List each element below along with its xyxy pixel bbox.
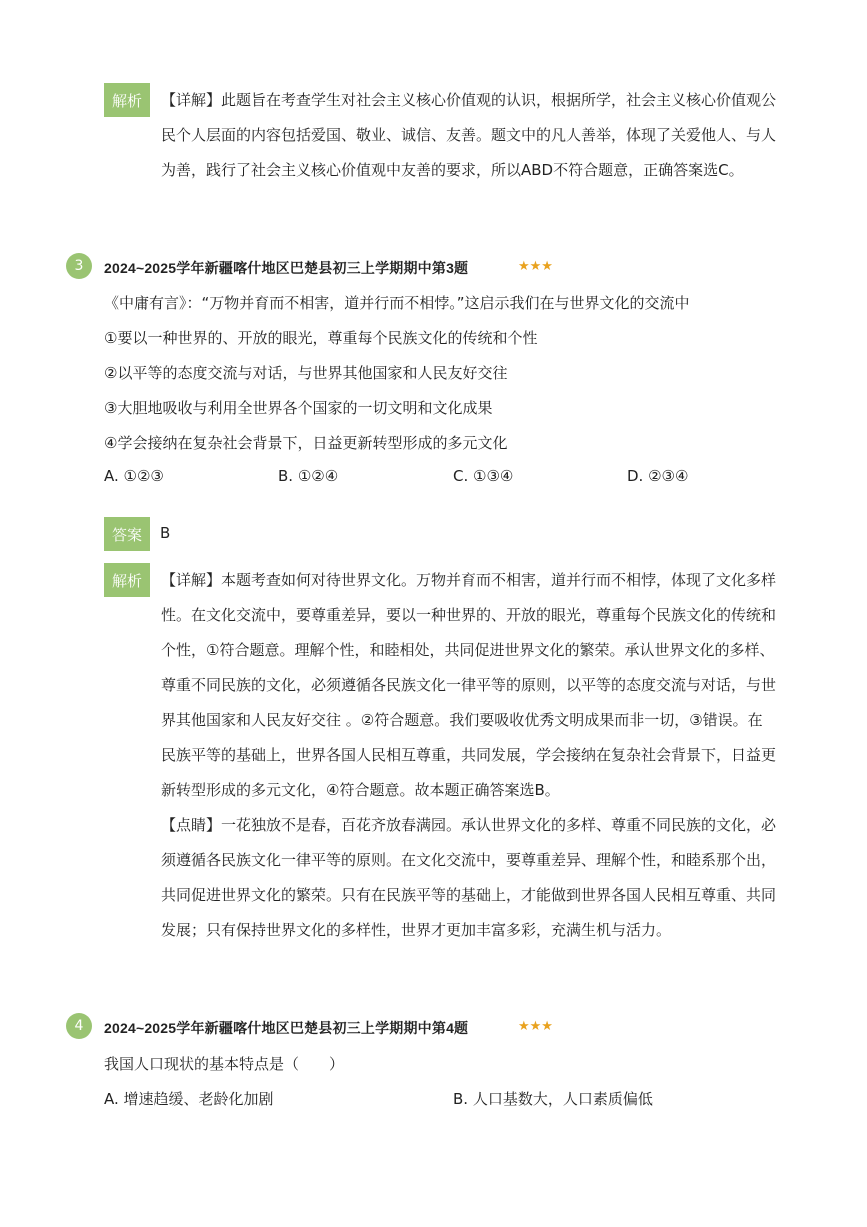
analysis-line: 发展；只有保持世界文化的多样性，世界才更加丰富多彩，充满生机与活力。 bbox=[161, 921, 672, 939]
question-number-badge: 4 bbox=[66, 1013, 92, 1039]
question-number-badge: 3 bbox=[66, 253, 92, 279]
analysis-line: 【详解】此题旨在考查学生对社会主义核心价值观的认识，根据所学，社会主义核心价值观公 bbox=[161, 91, 777, 109]
question-stem: 《中庸有言》：“万物并育而不相害，道并行而不相悖。”这启示我们在与世界文化的交流中 bbox=[104, 294, 690, 312]
analysis-line: 民个人层面的内容包括爱国、敬业、诚信、友善。题文中的凡人善举，体现了关爱他人、与人 bbox=[161, 126, 777, 144]
analysis-label: 解析 bbox=[104, 83, 150, 117]
analysis-line: 【详解】本题考查如何对待世界文化。万物并育而不相害，道并行而不相悖，体现了文化多样 bbox=[161, 571, 777, 589]
option-b[interactable]: B. 人口基数大，人口素质偏低 bbox=[453, 1090, 653, 1108]
analysis-line: 民族平等的基础上，世界各国人民相互尊重，共同发展，学会接纳在复杂社会背景下，日益更 bbox=[161, 746, 777, 764]
option-b[interactable]: B. ①②④ bbox=[278, 467, 339, 485]
top-analysis-text bbox=[104, 83, 792, 188]
option-a[interactable]: A. 增速趋缓、老龄化加剧 bbox=[104, 1090, 274, 1108]
analysis-line: 须遵循各民族文化一律平等的原则。在文化交流中，要尊重差异、理解个性，和睦系那个出， bbox=[161, 851, 777, 869]
question-title: 2024~2025学年新疆喀什地区巴楚县初三上学期期中第3题 bbox=[104, 260, 469, 276]
statement-item: ③大胆地吸收与利用全世界各个国家的一切文明和文化成果 bbox=[104, 399, 493, 417]
analysis-line: 界其他国家和人民友好交往 。②符合题意。我们要吸收优秀文明成果而非一切，③错误。在 bbox=[161, 711, 763, 729]
statement-item: ②以平等的态度交流与对话，与世界其他国家和人民友好交往 bbox=[104, 364, 508, 382]
analysis-line: 新转型形成的多元文化，④符合题意。故本题正确答案选B。 bbox=[161, 781, 560, 799]
analysis-line: 【点睛】一花独放不是春，百花齐放春满园。承认世界文化的多样、尊重不同民族的文化，必 bbox=[161, 816, 777, 834]
answer-value: B bbox=[160, 524, 171, 542]
question-title: 2024~2025学年新疆喀什地区巴楚县初三上学期期中第4题 bbox=[104, 1020, 469, 1036]
option-d[interactable]: D. ②③④ bbox=[627, 467, 689, 485]
analysis-line: 尊重不同民族的文化，必须遵循各民族文化一律平等的原则，以平等的态度交流与对话，与世 bbox=[161, 676, 777, 694]
answer-label: 答案 bbox=[104, 517, 150, 551]
q3-analysis-text bbox=[104, 563, 792, 948]
analysis-label: 解析 bbox=[104, 563, 150, 597]
analysis-line: 共同促进世界文化的繁荣。只有在民族平等的基础上，才能做到世界各国人民相互尊重、共同 bbox=[161, 886, 777, 904]
difficulty-stars: ★★★ bbox=[518, 259, 553, 274]
statement-item: ①要以一种世界的、开放的眼光，尊重每个民族文化的传统和个性 bbox=[104, 329, 538, 347]
question-stem: 我国人口现状的基本特点是（ ） bbox=[104, 1055, 345, 1073]
analysis-line: 个性，①符合题意。理解个性，和睦相处，共同促进世界文化的繁荣。承认世界文化的多样、 bbox=[161, 641, 775, 659]
analysis-line: 为善，践行了社会主义核心价值观中友善的要求，所以ABD不符合题意，正确答案选C。 bbox=[161, 161, 744, 179]
option-a[interactable]: A. ①②③ bbox=[104, 467, 164, 485]
difficulty-stars: ★★★ bbox=[518, 1019, 553, 1034]
statement-item: ④学会接纳在复杂社会背景下，日益更新转型形成的多元文化 bbox=[104, 434, 508, 452]
option-c[interactable]: C. ①③④ bbox=[453, 467, 514, 485]
analysis-line: 性。在文化交流中，要尊重差异，要以一种世界的、开放的眼光，尊重每个民族文化的传统和 bbox=[161, 606, 777, 624]
